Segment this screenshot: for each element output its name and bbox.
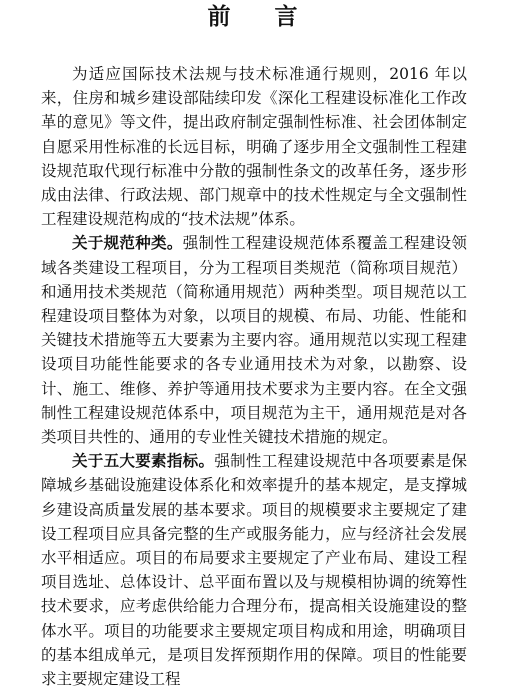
paragraph-five-elements	[41, 449, 467, 691]
page-title: 前 言	[207, 4, 316, 30]
paragraph-heading: 关于规范种类。	[72, 234, 183, 253]
paragraph-spec-types	[41, 231, 467, 449]
paragraph-heading: 关于五大要素指标。	[72, 452, 215, 471]
document-body	[41, 62, 467, 691]
paragraph-text: 为适应国际技术法规与技术标准通行规则，2016 年以来，住房和城乡建设部陆续印发《深化工程建设标准化工作改革的意见》等文件，提出政府制定强制性标准、社会团体制定自愿采用性标准的长远目标，明确了逐步用全文强制性工程建设规范取代现行标准中分散的强制性条文的改革任务，逐步形成由法律、行政法规、部门规章中的技术性规定与全文强制性工程建设规范构成的“技术法规”体系。	[41, 65, 467, 229]
paragraph-intro	[41, 62, 467, 231]
paragraph-text: 强制性工程建设规范中各项要素是保障城乡基础设施建设体系化和效率提升的基本规定，是支撑城乡建设高质量发展的基本要求。项目的规模要求主要规定了建设工程项目应具备完整的生产或服务能力，应与经济社会发展水平相适应。项目的布局要求主要规定了产业布局、建设工程项目选址、总体设计、总平面布置以及与规模相协调的统筹性技术要求，应考虑供给能力合理分布，提高相关设施建设的整体水平。项目的功能要求主要规定项目构成和用途，明确项目的基本组成单元，是项目发挥预期作用的保障。项目的性能要求主要规定建设工程	[41, 452, 467, 689]
paragraph-text: 强制性工程建设规范体系覆盖工程建设领域各类建设工程项目，分为工程项目类规范（简称项目规范）和通用技术类规范（简称通用规范）两种类型。项目规范以工程建设项目整体为对象，以项目的规模、布局、功能、性能和关键技术措施等五大要素为主要内容。通用规范以实现工程建设项目功能性能要求的各专业通用技术为对象，以勘察、设计、施工、维修、养护等通用技术要求为主要内容。在全文强制性工程建设规范体系中，项目规范为主干，通用规范是对各类项目共性的、通用的专业性关键技术措施的规定。	[41, 234, 467, 447]
